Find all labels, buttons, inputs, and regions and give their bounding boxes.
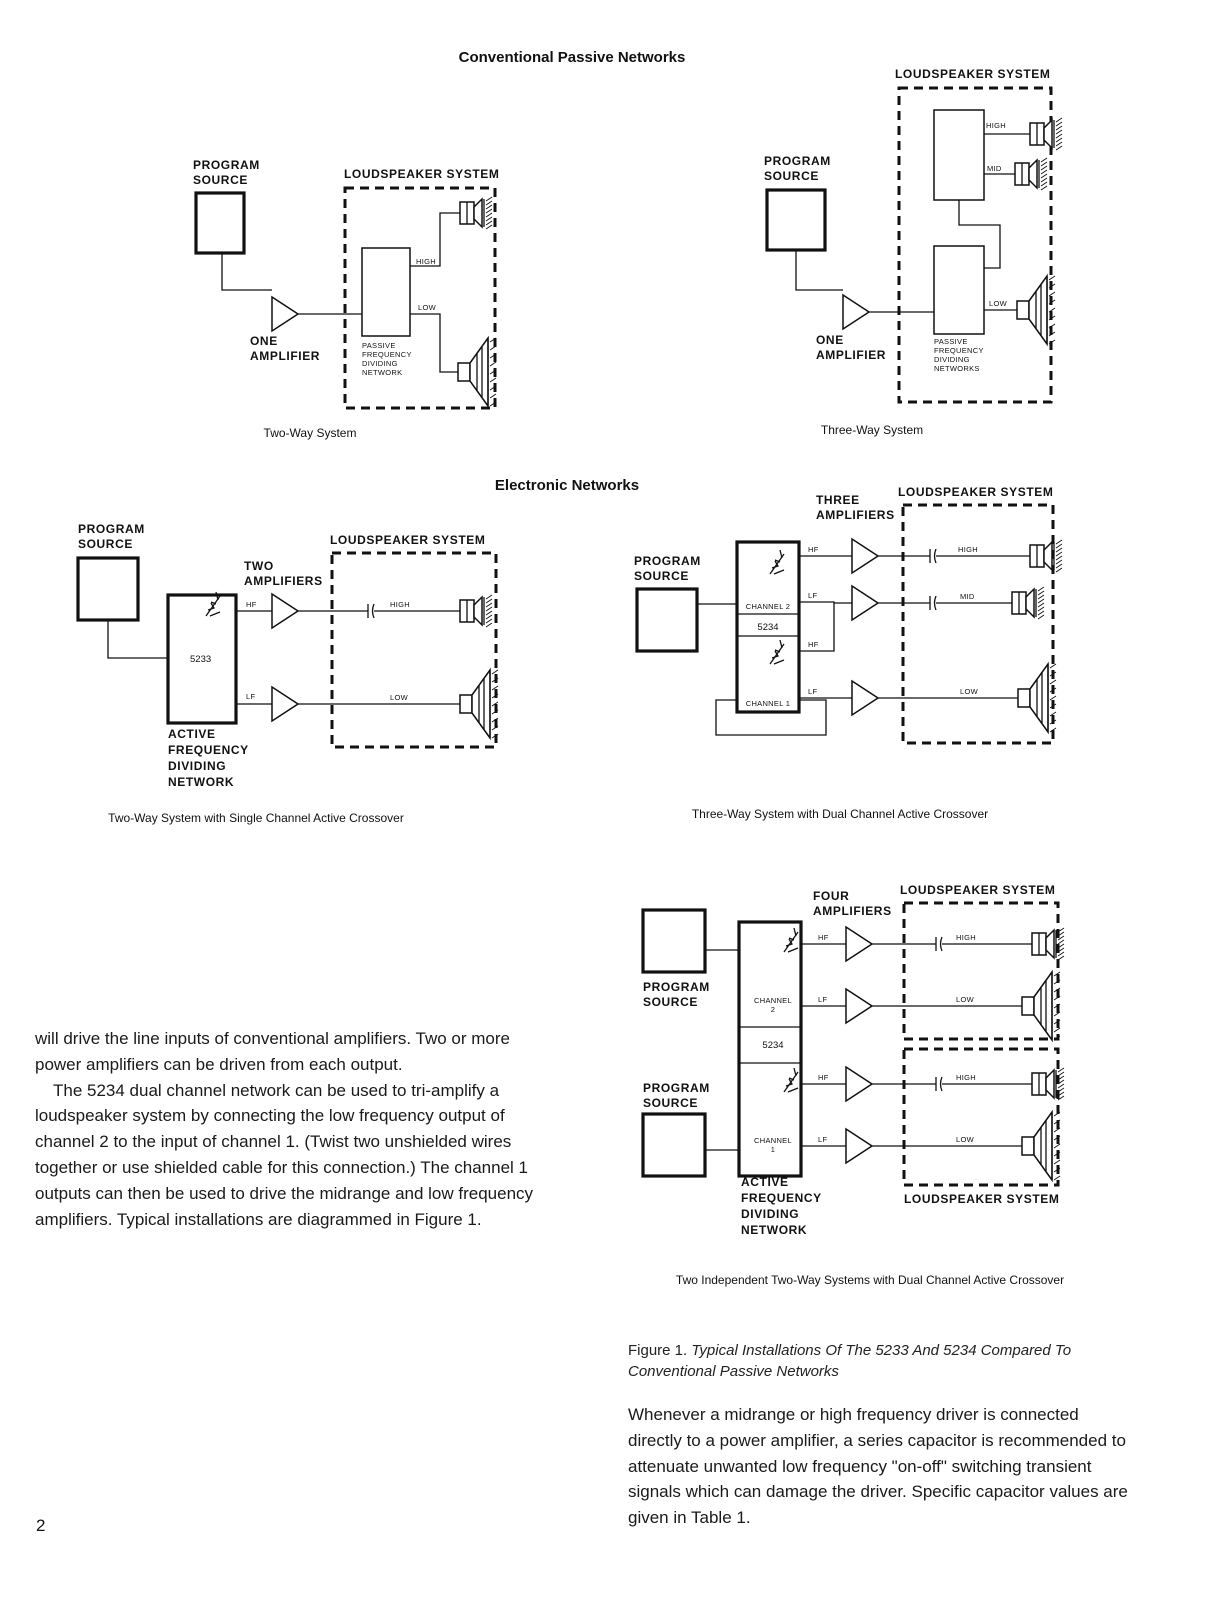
one-label: ONE — [250, 334, 278, 348]
networks-label: NETWORKS — [934, 364, 980, 373]
hf-label: HF — [818, 933, 829, 942]
active-label: ACTIVE — [168, 727, 216, 741]
source-label: SOURCE — [764, 169, 819, 183]
body-text-left — [35, 1026, 555, 1232]
amplifier-label: AMPLIFIER — [816, 348, 887, 362]
paragraph-1: will drive the line inputs of conventional amplifiers. Two or more power amplifiers can be driven from each output. — [35, 1029, 510, 1074]
program-label: PROGRAM — [634, 554, 701, 568]
loudspeaker-system-boundary — [332, 553, 496, 747]
heading-electronic-networks: Electronic Networks — [494, 477, 640, 494]
source-label: SOURCE — [643, 1096, 698, 1110]
high-label: HIGH — [986, 121, 1006, 130]
low-label: LOW — [418, 303, 436, 312]
paragraph-3: Whenever a midrange or high frequency driver is connected directly to a power amplifier, a series capacitor is recommended to attenuate unwanted low frequency "on-off" switching transient signals which can damage the driver. Specific capacitor values are given in Table 1. — [628, 1405, 1128, 1528]
woofer-icon — [458, 338, 496, 406]
diagram-two-independent — [643, 883, 1064, 1287]
midrange-icon — [1015, 158, 1047, 190]
channel-number-1: 1 — [770, 1145, 776, 1154]
active-label: ACTIVE — [741, 1175, 789, 1189]
channel-label: CHANNEL — [754, 996, 792, 1005]
diagram-three-way-passive — [764, 67, 1062, 437]
loudspeaker-system-label: LOUDSPEAKER SYSTEM — [330, 533, 486, 547]
caption-three-way-active: Three-Way System with Dual Channel Active Crossover — [691, 807, 989, 821]
hf-label: HF — [808, 545, 819, 554]
high-label: HIGH — [956, 933, 976, 942]
high-label: HIGH — [958, 545, 978, 554]
loudspeaker-system-label: LOUDSPEAKER SYSTEM — [900, 883, 1056, 897]
dividing-label: DIVIDING — [934, 355, 970, 364]
channel-label: CHANNEL — [754, 1136, 792, 1145]
channel-1-label: CHANNEL 1 — [745, 699, 791, 708]
program-label: PROGRAM — [764, 154, 831, 168]
dividing-label: DIVIDING — [741, 1207, 800, 1221]
program-source-box — [78, 558, 138, 620]
caption-two-way-active: Two-Way System with Single Channel Active Crossover — [108, 811, 404, 825]
amplifiers-label: AMPLIFIERS — [816, 508, 895, 522]
model-5234-label: 5234 — [762, 1040, 784, 1051]
loudspeaker-system-label: LOUDSPEAKER SYSTEM — [895, 67, 1051, 81]
loudspeaker-system-label: LOUDSPEAKER SYSTEM — [344, 167, 500, 181]
caption-two-way: Two-Way System — [263, 426, 357, 440]
source-label: SOURCE — [193, 173, 248, 187]
source-label: SOURCE — [634, 569, 689, 583]
caption-two-independent: Two Independent Two-Way Systems with Dual Channel Active Crossover — [675, 1273, 1065, 1287]
high-label: HIGH — [390, 600, 410, 609]
heading-conventional-passive-networks: Conventional Passive Networks — [458, 49, 686, 66]
lf-label: LF — [818, 995, 828, 1004]
loudspeaker-system-boundary-top — [904, 903, 1058, 1039]
program-label: PROGRAM — [78, 522, 145, 536]
low-label: LOW — [390, 693, 408, 702]
high-label: HIGH — [956, 1073, 976, 1082]
woofer-icon — [460, 670, 498, 738]
figure-caption — [628, 1340, 1148, 1382]
three-label: THREE — [816, 493, 860, 507]
lf-label: LF — [246, 692, 256, 701]
woofer-icon — [1018, 664, 1056, 732]
caption-three-way: Three-Way System — [820, 423, 924, 437]
tweeter-icon — [460, 197, 492, 229]
woofer-icon — [1022, 972, 1060, 1040]
mid-label: MID — [987, 164, 1002, 173]
passive-label: PASSIVE — [934, 337, 968, 346]
model-5234-label: 5234 — [757, 622, 779, 633]
low-label: LOW — [960, 687, 978, 696]
frequency-label: FREQUENCY — [168, 743, 249, 757]
figure-title: Typical Installations Of The 5233 And 5234 Compared To Conventional Passive Networks — [628, 1342, 1072, 1380]
program-source-box-bottom — [643, 1114, 705, 1176]
program-source-box — [637, 589, 697, 651]
frequency-label: FREQUENCY — [362, 350, 412, 359]
tweeter-icon — [460, 595, 492, 627]
passive-network-lower-box — [934, 246, 984, 334]
lf-label: LF — [818, 1135, 828, 1144]
figure-label: Figure 1. — [628, 1342, 688, 1359]
loudspeaker-system-label: LOUDSPEAKER SYSTEM — [904, 1192, 1060, 1206]
low-label: LOW — [956, 1135, 974, 1144]
one-label: ONE — [816, 333, 844, 347]
high-label: HIGH — [416, 257, 436, 266]
paragraph-2: The 5234 dual channel network can be used to tri-amplify a loudspeaker system by connecting the low frequency output of channel 2 to the input of channel 1. (Twist two unshielded wires together or use shielded cable for this connection.) The channel 1 outputs can then be used to drive the midrange and low frequency amplifiers. Typical installations are diagrammed in Figure 1. — [35, 1080, 534, 1229]
woofer-icon — [1017, 276, 1055, 344]
lf-label: LF — [808, 591, 818, 600]
program-source-box — [767, 190, 825, 250]
hf-label: HF — [818, 1073, 829, 1082]
network-label: NETWORK — [168, 775, 235, 789]
passive-label: PASSIVE — [362, 341, 396, 350]
network-label: NETWORK — [362, 368, 403, 377]
body-text-right — [628, 1402, 1128, 1531]
amplifiers-label: AMPLIFIERS — [244, 574, 323, 588]
frequency-label: FREQUENCY — [741, 1191, 822, 1205]
program-label: PROGRAM — [193, 158, 260, 172]
loudspeaker-system-boundary-bottom — [904, 1049, 1058, 1185]
network-label: NETWORK — [741, 1223, 808, 1237]
hf-label: HF — [246, 600, 257, 609]
channel-number-2: 2 — [770, 1005, 776, 1014]
midrange-icon — [1012, 587, 1044, 619]
program-source-box — [196, 193, 244, 253]
mid-label: MID — [960, 592, 975, 601]
page-number: 2 — [36, 1516, 46, 1535]
loudspeaker-system-label: LOUDSPEAKER SYSTEM — [898, 485, 1054, 499]
low-label: LOW — [956, 995, 974, 1004]
lf-label: LF — [808, 687, 818, 696]
four-label: FOUR — [813, 889, 850, 903]
amplifier-label: AMPLIFIER — [250, 349, 321, 363]
passive-network-box — [362, 248, 410, 336]
two-label: TWO — [244, 559, 274, 573]
model-5233-label: 5233 — [190, 654, 212, 665]
passive-network-upper-box — [934, 110, 984, 200]
diagram-two-way-passive — [193, 158, 500, 440]
low-label: LOW — [989, 299, 1007, 308]
program-source-box-top — [643, 910, 705, 972]
diagram-three-way-active — [634, 485, 1062, 821]
frequency-label: FREQUENCY — [934, 346, 984, 355]
tweeter-icon — [1030, 540, 1062, 572]
source-label: SOURCE — [643, 995, 698, 1009]
program-label: PROGRAM — [643, 980, 710, 994]
channel-2-label: CHANNEL 2 — [745, 602, 791, 611]
source-label: SOURCE — [78, 537, 133, 551]
amplifiers-label: AMPLIFIERS — [813, 904, 892, 918]
hf-label: HF — [808, 640, 819, 649]
diagram-two-way-active — [78, 522, 498, 825]
tweeter-icon — [1030, 118, 1062, 150]
woofer-icon — [1022, 1112, 1060, 1180]
dividing-label: DIVIDING — [168, 759, 227, 773]
dividing-label: DIVIDING — [362, 359, 398, 368]
program-label: PROGRAM — [643, 1081, 710, 1095]
